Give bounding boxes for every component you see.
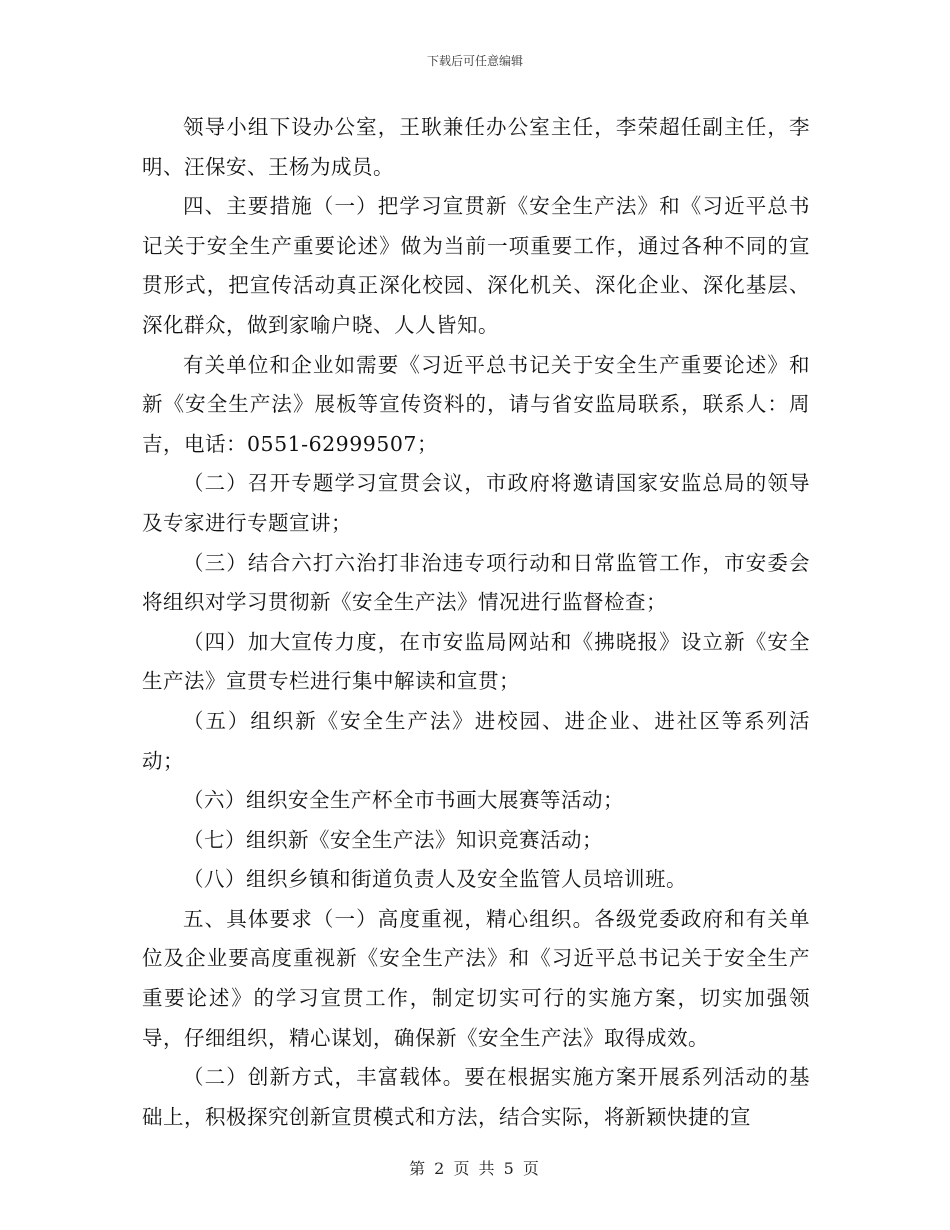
paragraph-measure-2: （二）召开专题学习宣贯会议，市政府将邀请国家安监总局的领导及专家进行专题宣讲； xyxy=(142,471,810,535)
paragraph-requirement-2: （二）创新方式，丰富载体。要在根据实施方案开展系列活动的基础上，积极探究创新宣贯模式和方法，结合实际，将新颖快捷的宣 xyxy=(142,1065,810,1129)
paragraph-measure-8: （八）组织乡镇和街道负责人及安全监管人员培训班。 xyxy=(183,867,687,892)
paragraph-measure-3: （三）结合六打六治打非治违专项行动和日常监管工作，市安委会将组织对学习贯彻新《安全生产法》情况进行监督检查； xyxy=(142,550,810,615)
paragraph-office-members: 领导小组下设办公室，王耿兼任办公室主任，李荣超任副主任，李明、汪保安、王杨为成员。 xyxy=(142,115,810,179)
paragraph-measure-7: （七）组织新《安全生产法》知识竞赛活动； xyxy=(183,827,603,852)
paragraph-measure-5: （五）组织新《安全生产法》进校园、进企业、进社区等系列活动； xyxy=(142,708,810,773)
document-body xyxy=(142,108,810,1137)
paragraph-measure-6: （六）组织安全生产杯全市书画大展赛等活动； xyxy=(183,788,624,813)
page-number: 第 2 页 共 5 页 xyxy=(409,1159,541,1178)
paragraph-main-measures: 四、主要措施（一）把学习宣贯新《安全生产法》和《习近平总书记关于安全生产重要论述》做为当前一项重要工作，通过各种不同的宣贯形式，把宣传活动真正深化校园、深化机关、深化企业、深化基层、深化群众，做到家喻户晓、人人皆知。 xyxy=(142,194,810,337)
paragraph-requirements: 五、具体要求（一）高度重视，精心组织。各级党委政府和有关单位及企业要高度重视新《安全生产法》和《习近平总书记关于安全生产重要论述》的学习宣贯工作，制定切实可行的实施方案，切实加强领导，仔细组织，精心谋划，确保新《安全生产法》取得成效。 xyxy=(142,906,810,1050)
paragraph-measure-4: （四）加大宣传力度，在市安监局网站和《拂晓报》设立新《安全生产法》宣贯专栏进行集中解读和宣贯； xyxy=(142,629,810,694)
page-header-note: 下载后可任意编辑 xyxy=(426,54,523,68)
paragraph-contact-info: 有关单位和企业如需要《习近平总书记关于安全生产重要论述》和新《安全生产法》展板等宣传资料的，请与省安监局联系，联系人：周吉，电话：0551-62999507； xyxy=(142,352,810,456)
